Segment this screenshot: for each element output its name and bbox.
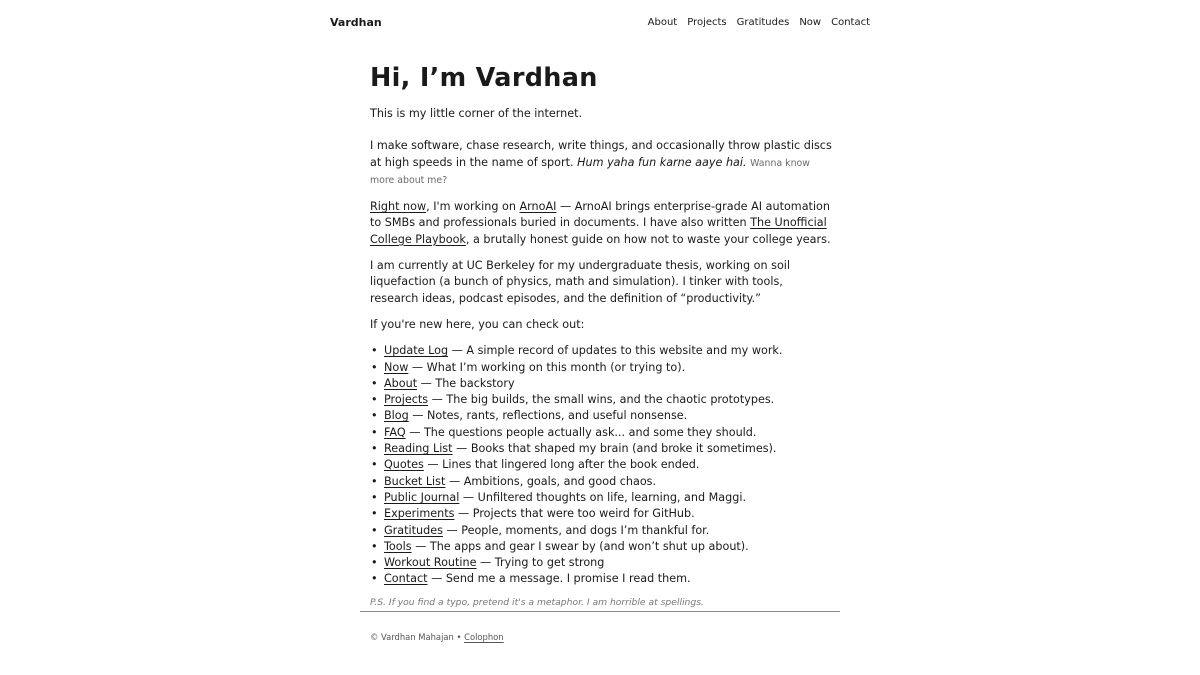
main-content xyxy=(370,63,832,619)
list-item xyxy=(370,539,832,555)
list-item xyxy=(370,392,832,408)
site-brand-link[interactable]: Vardhan xyxy=(330,16,382,29)
nav-link-about[interactable]: About xyxy=(647,17,678,28)
main-nav xyxy=(648,17,870,29)
work-paragraph xyxy=(370,199,832,248)
list-item-description: — Unfiltered thoughts on life, learning, and Maggi. xyxy=(459,490,747,504)
list-item-description: — Ambitions, goals, and good chaos. xyxy=(445,474,657,488)
copyright-text: © Vardhan Mahajan • xyxy=(370,632,462,642)
list-item-description: — Lines that lingered long after the book ended. xyxy=(423,458,700,472)
list-item xyxy=(370,457,832,473)
list-item-link[interactable]: Contact xyxy=(384,572,428,586)
list-item xyxy=(370,425,832,441)
nav-link-contact[interactable]: Contact xyxy=(831,17,870,28)
list-item-description: — Books that shaped my brain (and broke it sometimes). xyxy=(452,442,777,456)
list-item-link[interactable]: Gratitudes xyxy=(384,523,443,537)
list-item-link[interactable]: Public Journal xyxy=(384,490,460,504)
nav-link-now[interactable]: Now xyxy=(799,17,822,28)
list-item-description: — A simple record of updates to this website and my work. xyxy=(448,344,783,358)
list-item-link[interactable]: Blog xyxy=(384,409,409,423)
list-item-link[interactable]: Quotes xyxy=(384,458,424,472)
list-item xyxy=(370,376,832,392)
list-item-link[interactable]: Projects xyxy=(384,393,429,407)
list-item-link[interactable]: Reading List xyxy=(384,442,453,456)
list-item-link[interactable]: Workout Routine xyxy=(384,556,477,570)
site-links-list xyxy=(370,343,832,587)
list-item-link[interactable]: Experiments xyxy=(384,507,455,521)
list-item-description: — The big builds, the small wins, and the chaotic prototypes. xyxy=(428,393,775,407)
nav-link-projects[interactable]: Projects xyxy=(687,17,727,28)
list-item-link[interactable]: Bucket List xyxy=(384,474,446,488)
ps-note: P.S. If you find a typo, pretend it's a metaphor. I am horrible at spellings. xyxy=(370,596,704,608)
list-item xyxy=(370,343,832,359)
right-now-link[interactable]: Right now xyxy=(370,200,427,214)
list-item-description: — What I’m working on this month (or trying to). xyxy=(408,360,686,374)
list-item xyxy=(370,474,832,490)
list-item-description: — The apps and gear I swear by (and won’t shut up about). xyxy=(411,539,749,553)
new-here-text: If you're new here, you can check out: xyxy=(370,317,585,331)
list-item xyxy=(370,571,832,587)
college-playbook-link[interactable]: The Unofficial College Playbook xyxy=(370,216,827,246)
arnoai-link[interactable]: ArnoAI xyxy=(519,200,557,214)
list-item-description: — Notes, rants, reflections, and useful nonsense. xyxy=(408,409,688,423)
list-item-description: — Trying to get strong xyxy=(476,556,605,570)
intro-text: I make software, chase research, write things, and occasionally throw plastic discs at high speeds in the name of sport. xyxy=(370,139,832,169)
list-item-description: — Projects that were too weird for GitHub. xyxy=(454,507,695,521)
work-text-2: — ArnoAI brings enterprise-grade AI automation to SMBs and professionals buried in documents. I have also written xyxy=(370,200,830,230)
tagline: This is my little corner of the internet. xyxy=(370,107,583,120)
list-item-description: — People, moments, and dogs I’m thankful for. xyxy=(442,523,710,537)
berkeley-paragraph: I am currently at UC Berkeley for my undergraduate thesis, working on soil liquefaction (a bunch of physics, math and simulation). I tinker with tools, research ideas, podcast episodes, and the definition of “productivity.” xyxy=(370,259,791,305)
list-item xyxy=(370,360,832,376)
list-item-link[interactable]: FAQ xyxy=(384,425,406,439)
list-item-link[interactable]: Now xyxy=(384,360,409,374)
list-item-description: — The questions people actually ask... and some they should. xyxy=(405,425,757,439)
work-text-1: , I'm working on xyxy=(426,200,520,214)
list-item-link[interactable]: Tools xyxy=(384,539,412,553)
list-item xyxy=(370,408,832,424)
nav-link-gratitudes[interactable]: Gratitudes xyxy=(736,17,790,28)
more-about-me-link[interactable]: Wanna know more about me? xyxy=(370,157,810,186)
colophon-link[interactable]: Colophon xyxy=(464,632,504,642)
list-item xyxy=(370,441,832,457)
intro-motto: Hum yaha fun karne aaye hai. xyxy=(577,155,747,169)
page-title: Hi, I’m Vardhan xyxy=(370,63,598,93)
list-item-link[interactable]: About xyxy=(384,376,418,390)
list-item xyxy=(370,506,832,522)
site-footer xyxy=(370,632,504,642)
list-item-description: — Send me a message. I promise I read them. xyxy=(427,572,691,586)
site-header xyxy=(330,16,870,30)
list-item-link[interactable]: Update Log xyxy=(384,344,449,358)
work-text-3: , a brutally honest guide on how not to waste your college years. xyxy=(465,232,831,246)
list-item xyxy=(370,555,832,571)
intro-paragraph xyxy=(370,138,832,189)
list-item xyxy=(370,523,832,539)
list-item xyxy=(370,490,832,506)
list-item-description: — The backstory xyxy=(417,376,515,390)
footer-divider xyxy=(360,611,840,612)
